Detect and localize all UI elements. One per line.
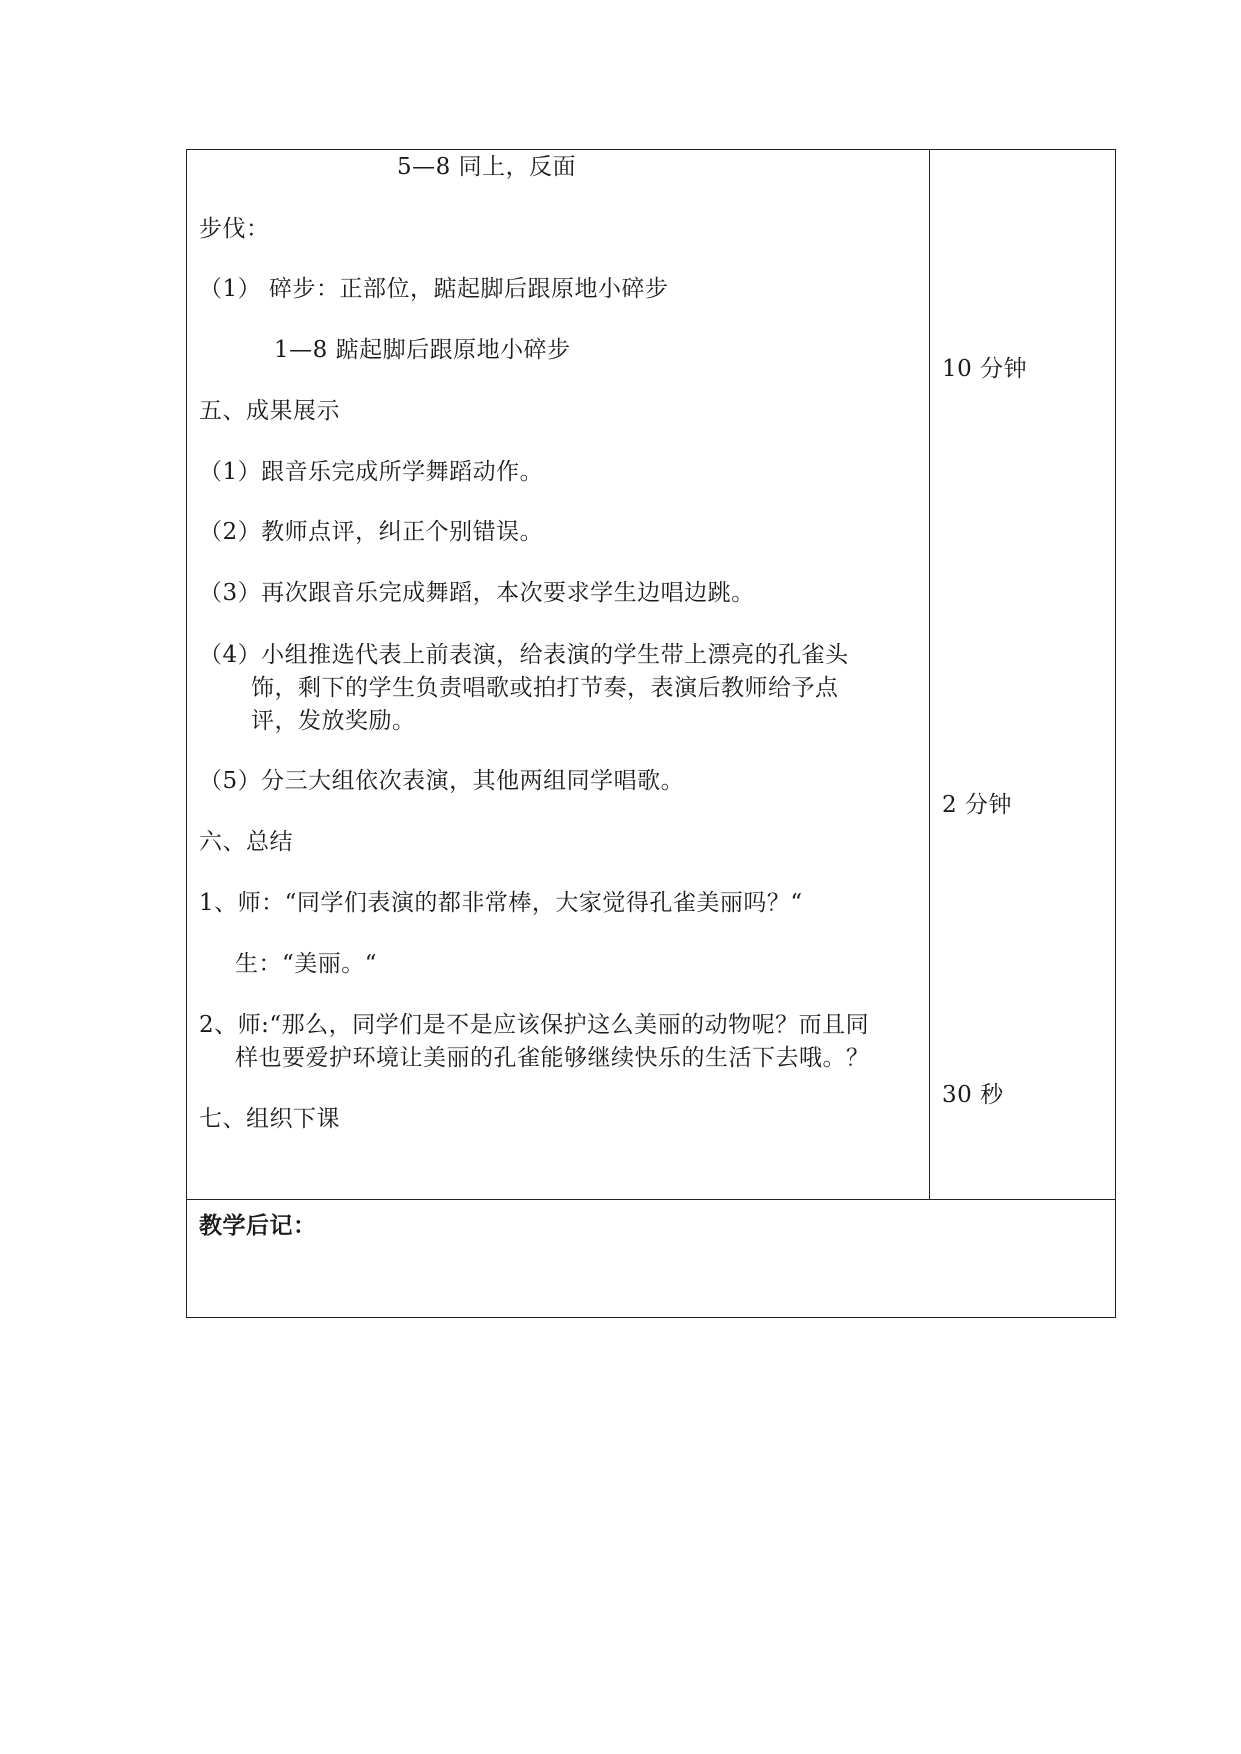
result-item-2: （2）教师点评，纠正个别错误。 [199,519,544,545]
result-item-1: （1）跟音乐完成所学舞蹈动作。 [199,459,544,485]
teaching-notes-label: 教学后记： [199,1213,317,1239]
section-6-title: 六、总结 [199,829,293,855]
result-item-3: （3）再次跟音乐完成舞蹈，本次要求学生边唱边跳。 [199,580,755,606]
step-1-8-line: 1—8 踮起脚后跟原地小碎步 [274,337,571,363]
summary-2-line-1: 2、师:“那么，同学们是不是应该保护这么美丽的动物呢？而且同 [199,1012,870,1038]
column-divider [929,150,930,1199]
section-5-title: 五、成果展示 [199,398,340,424]
time-10-min: 10 分钟 [942,356,1028,382]
summary-1-reply: 生：“美丽。“ [235,951,378,977]
result-item-4-line-1: （4）小组推选代表上前表演，给表演的学生带上漂亮的孔雀头 [199,642,849,668]
step-heading: 步伐： [199,216,270,242]
row-divider [187,1199,1115,1200]
lesson-plan-table [186,149,1116,1318]
section-7-title: 七、组织下课 [199,1106,340,1132]
summary-1: 1、师：“同学们表演的都非常棒，大家觉得孔雀美丽吗？“ [199,890,803,916]
result-item-4-line-2: 饰，剩下的学生负责唱歌或拍打节奏，表演后教师给予点 [251,675,839,701]
step-1-line: （1） 碎步：正部位，踮起脚后跟原地小碎步 [199,276,669,302]
step-5-8-line: 5—8 同上，反面 [397,154,577,180]
time-30-sec: 30 秒 [942,1082,1004,1108]
result-item-4-line-3: 评，发放奖励。 [251,708,416,734]
result-item-5: （5）分三大组依次表演，其他两组同学唱歌。 [199,768,685,794]
summary-2-line-2: 样也要爱护环境让美丽的孔雀能够继续快乐的生活下去哦。？ [235,1045,870,1071]
time-2-min: 2 分钟 [942,792,1012,818]
